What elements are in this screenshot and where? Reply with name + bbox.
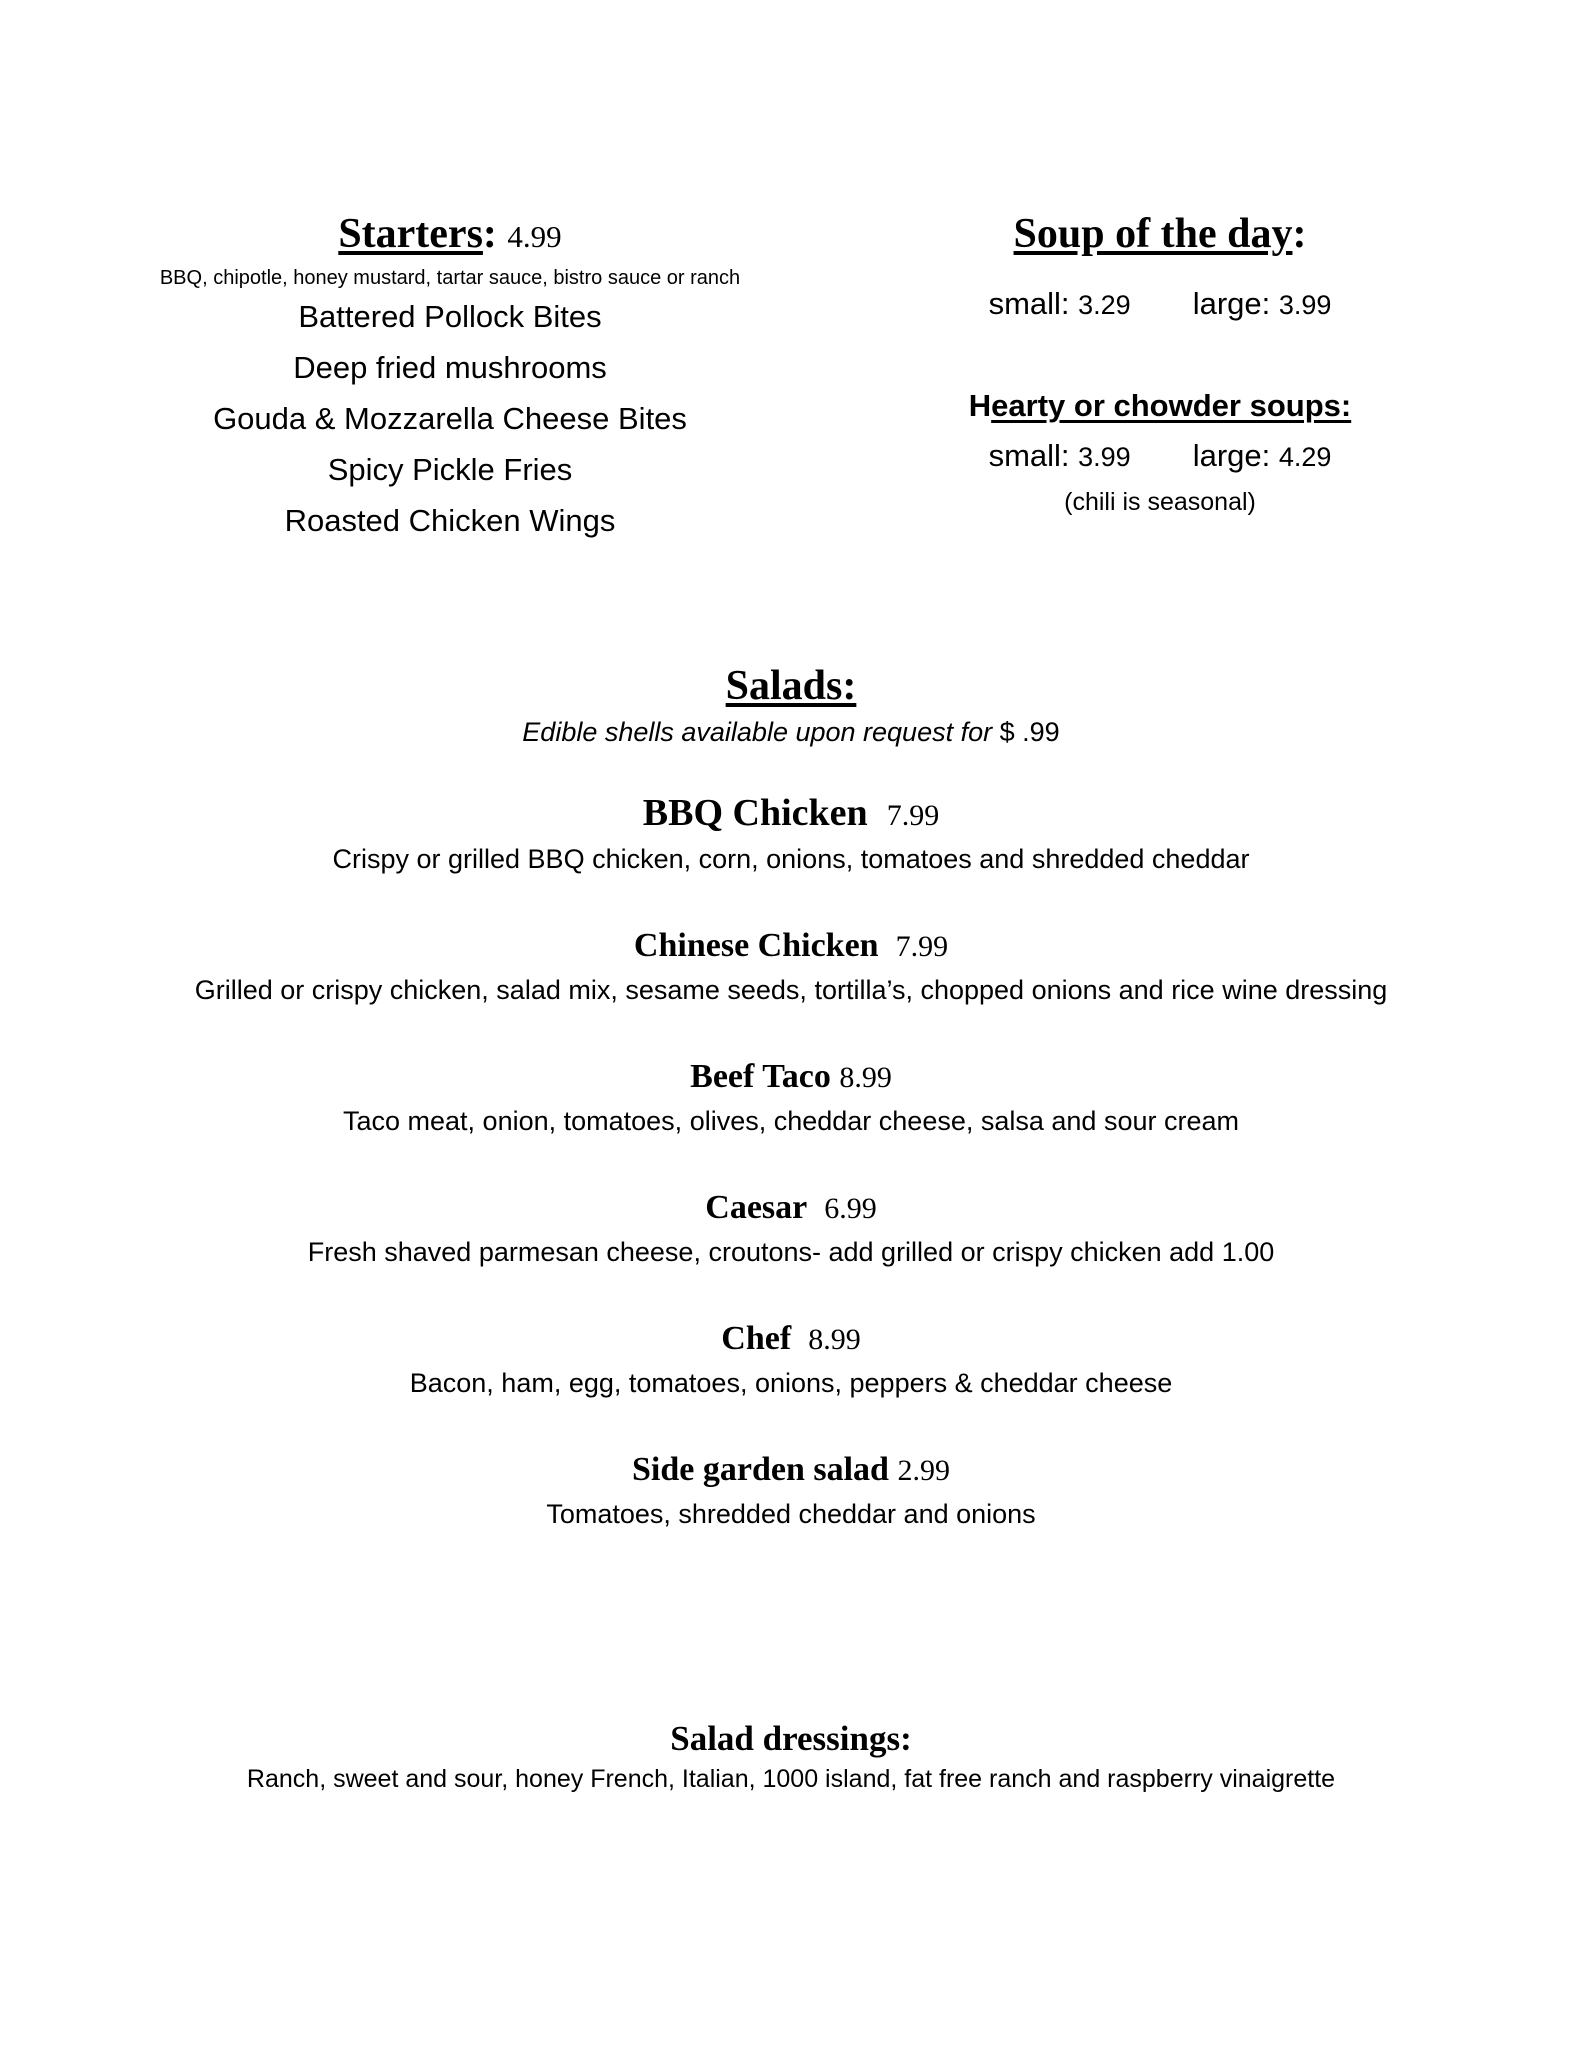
hearty-small-price: 3.99 (1078, 442, 1131, 472)
salads-subtitle-price: $ .99 (999, 717, 1060, 747)
salad-name-text: Chinese Chicken (633, 927, 879, 964)
salad-item (120, 1314, 1462, 1401)
hearty-first-letter: H (968, 388, 992, 423)
salad-item (120, 1052, 1462, 1139)
salads-section (120, 658, 1462, 1532)
hearty-prices (880, 436, 1440, 477)
soup-large-price: 3.99 (1278, 290, 1332, 320)
soup-title: Soup of the day (1013, 211, 1293, 257)
dressings-section (120, 1716, 1462, 1796)
soup-small-price: 3.29 (1078, 290, 1131, 320)
starter-item: Spicy Pickle Fries (327, 452, 573, 487)
starters-section (120, 206, 780, 546)
soup-small (989, 284, 1131, 325)
salad-desc: Crispy or grilled BBQ chicken, corn, onions, tomatoes and shredded cheddar (332, 844, 1250, 874)
starters-colon: : (482, 211, 497, 257)
salad-item (120, 788, 1462, 877)
salad-price: 2.99 (897, 1454, 950, 1487)
salad-desc: Grilled or crispy chicken, salad mix, sesame seeds, tortilla’s, chopped onions and rice wine dressing (194, 975, 1388, 1005)
starter-item: Roasted Chicken Wings (284, 503, 616, 538)
salads-subtitle-text: Edible shells available upon request for (522, 717, 993, 747)
salad-name-text: BBQ Chicken (642, 792, 868, 834)
soup-large-label: large: (1192, 286, 1271, 321)
salad-name-text: Chef (721, 1320, 792, 1357)
starters-heading (120, 206, 780, 265)
hearty-large-price: 4.29 (1278, 442, 1332, 472)
salads-subtitle (120, 714, 1462, 750)
soup-large (1193, 284, 1332, 325)
hearty-small (989, 436, 1131, 477)
hearty-rest: earty or chowder soups: (991, 388, 1352, 423)
salad-name (120, 1445, 1462, 1496)
hearty-small-label: small: (988, 438, 1070, 473)
starters-price: 4.99 (507, 219, 562, 254)
salad-desc: Fresh shaved parmesan cheese, croutons- add grilled or crispy chicken add 1.00 (307, 1237, 1275, 1267)
salad-name (120, 921, 1462, 972)
salad-name-text: Side garden salad (632, 1451, 889, 1488)
hearty-large-label: large: (1192, 438, 1271, 473)
dressings-list: Ranch, sweet and sour, honey French, Italian, 1000 island, fat free ranch and raspberry vinaigrette (246, 1765, 1336, 1793)
soup-section (880, 206, 1440, 519)
salad-price: 8.99 (839, 1061, 892, 1094)
salad-item (120, 921, 1462, 1008)
salad-desc: Bacon, ham, egg, tomatoes, onions, peppers & cheddar cheese (409, 1368, 1173, 1398)
hearty-soups-heading (880, 386, 1440, 426)
salad-item (120, 1183, 1462, 1270)
salad-name (120, 1183, 1462, 1234)
salad-name-text: Beef Taco (690, 1058, 831, 1095)
soup-small-label: small: (988, 286, 1070, 321)
salad-name (120, 788, 1462, 841)
salad-price: 7.99 (895, 930, 949, 963)
salad-name (120, 1052, 1462, 1103)
salad-desc: Taco meat, onion, tomatoes, olives, cheddar cheese, salsa and sour cream (343, 1106, 1239, 1136)
starter-item: Battered Pollock Bites (298, 299, 602, 334)
salad-name (120, 1314, 1462, 1365)
dressings-heading: Salad dressings: (670, 1719, 912, 1758)
soup-colon: : (1292, 211, 1307, 257)
salad-price: 7.99 (886, 799, 940, 832)
salad-desc: Tomatoes, shredded cheddar and onions (546, 1499, 1036, 1529)
salad-price: 8.99 (808, 1323, 861, 1356)
starter-item: Gouda & Mozzarella Cheese Bites (213, 401, 687, 436)
starters-title: Starters (338, 211, 483, 257)
soup-prices (880, 284, 1440, 325)
salad-name-text: Caesar (705, 1189, 808, 1226)
salad-item (120, 1445, 1462, 1532)
salad-price: 6.99 (824, 1192, 877, 1225)
salads-heading: Salads: (725, 663, 857, 709)
hearty-large (1193, 436, 1332, 477)
soup-heading (880, 206, 1440, 262)
soup-note: (chili is seasonal) (1064, 488, 1256, 516)
starter-item: Deep fried mushrooms (293, 350, 607, 385)
starters-sauces: BBQ, chipotle, honey mustard, tartar sauce, bistro sauce or ranch (159, 267, 741, 289)
